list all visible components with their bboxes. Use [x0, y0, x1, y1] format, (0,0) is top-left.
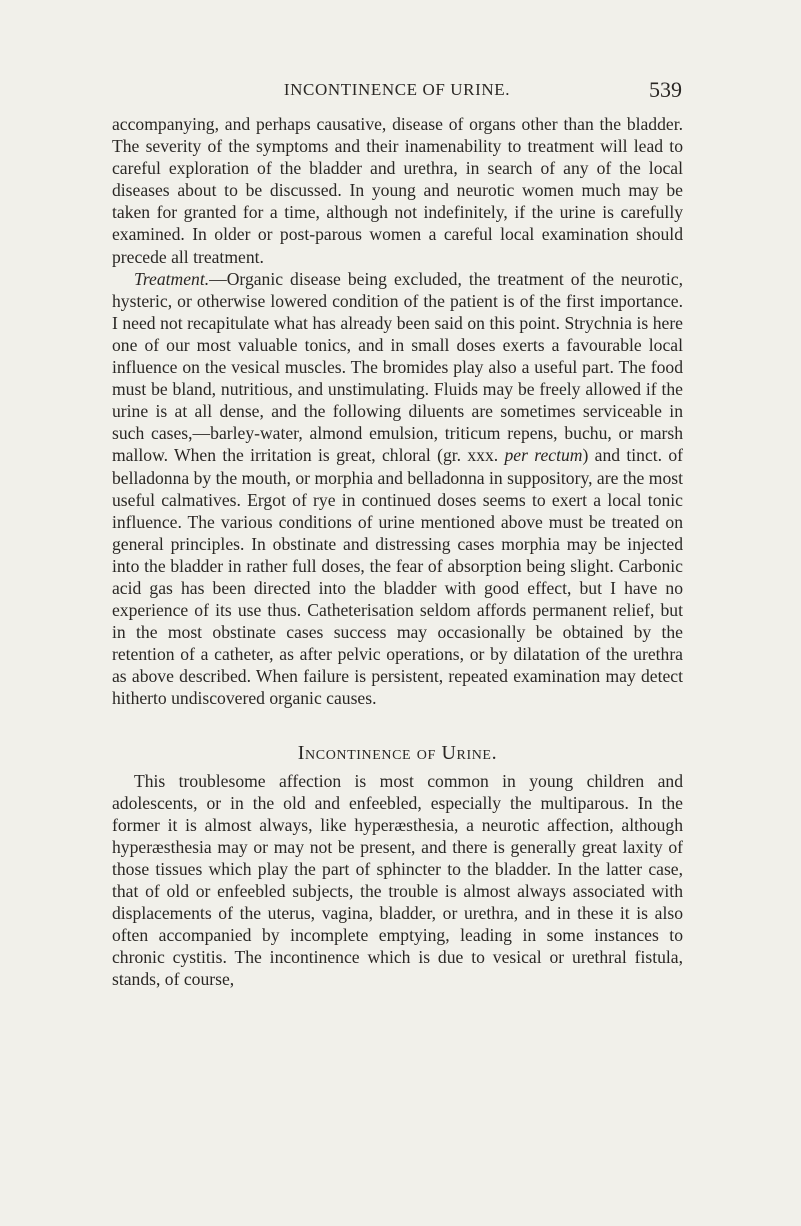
body-text — [112, 113, 683, 990]
treatment-lead: Treatment. — [134, 268, 210, 289]
paragraph-treatment — [112, 268, 683, 710]
section-heading: Incontinence of Urine. — [297, 741, 498, 764]
paragraph-incontinence: This troublesome affection is most common in young children and adolescents, or in the old and enfeebled, especially the multiparous. In the former it is almost always, like hyperæsthesia, a neurotic affection, although hyperæsthesia may or may not be present, and there is generally great laxity of those tissues which play the part of sphincter to the bladder. In the latter case, that of old or enfeebled subjects, the trouble is almost always associated with displacements of the uterus, vagina, bladder, or urethra, and in these it is also often accompanied by incomplete emptying, leading in some instances to chronic cystitis. The incontinence which is due to vesical or urethral fistula, stands, of course, — [112, 770, 683, 990]
per-rectum-italic: per rectum — [504, 445, 583, 466]
page-number: 539 — [649, 77, 682, 102]
treatment-text-part-2: ) and tinct. of belladonna by the mouth, or morphia and belladonna in suppository, are the most useful calmatives. Ergot of rye in continued doses seems to exert a local tonic influence. The various conditions of urine mentioned above must be treated on general principles. In obstinate and distressing cases morphia may be injected into the bladder in rather full doses, the fear of absorption being slight. Carbonic acid gas has been directed into the bladder with good effect, but I have no experience of its use thus. Catheterisation seldom affords permanent relief, but in the most obstinate cases success may occasionally be obtained by the retention of a catheter, as after pelvic operations, or by dilatation of the urethra as above described. When failure is persistent, repeated examination may detect hitherto undiscovered organic causes. — [112, 445, 684, 709]
treatment-text-part-1: —Organic disease being excluded, the treatment of the neurotic, hysteric, or otherwise lowered condition of the patient is of the first importance. I need not recapitulate what has already been said on this point. Strychnia is here one of our most valuable tonics, and in small doses exerts a favourable local influence on the vesical muscles. The bromides play also a useful part. The food must be bland, nutritious, and unstimulating. Fluids may be freely allowed if the urine is at all dense, and the following diluents are sometimes serviceable in such cases,—barley-water, almond emulsion, triticum repens, buchu, or marsh mallow. When the irritation is great, chloral (gr. xxx. — [112, 268, 683, 466]
paragraph-continued: accompanying, and perhaps causative, disease of organs other than the bladder. The severity of the symptoms and their inamenability to treatment will lead to careful exploration of the bladder and urethra, in search of any of the local diseases about to be discussed. In young and neurotic women much may be taken for granted for a time, although not indefinitely, if the urine is carefully examined. In older or post-parous women a careful local examination should precede all treatment. — [112, 114, 683, 267]
running-title: INCONTINENCE OF URINE. — [283, 80, 511, 99]
running-head — [112, 77, 682, 106]
